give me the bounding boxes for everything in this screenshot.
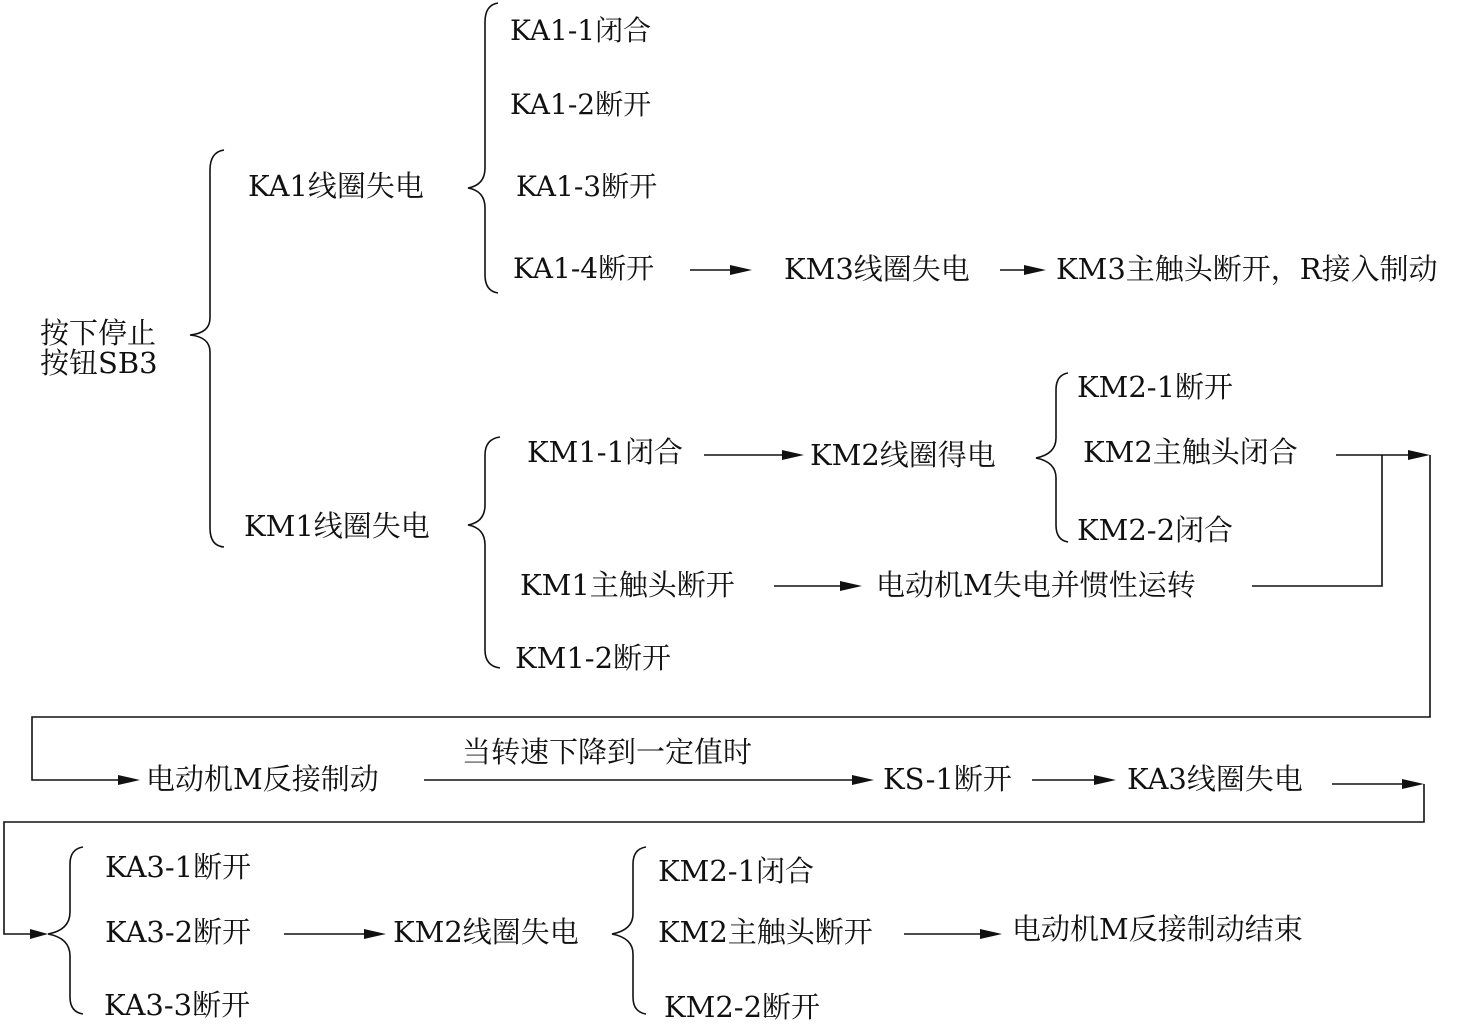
arrowhead-brake-to-ks1 bbox=[852, 775, 874, 785]
brace-km1 bbox=[468, 437, 500, 668]
arrowhead-ka3-out bbox=[1402, 779, 1424, 789]
node-km3-main-open: KM3主触头断开，R接入制动 bbox=[1056, 252, 1438, 286]
node-km1-main-open: KM1主触头断开 bbox=[520, 568, 735, 602]
arrowhead-to-ka3-brace bbox=[30, 929, 48, 939]
node-km2-coil-on: KM2线圈得电 bbox=[810, 438, 996, 472]
node-ka3-1: KA3-1断开 bbox=[105, 850, 252, 884]
node-km2-coil-off: KM2线圈失电 bbox=[393, 915, 579, 949]
line-wrap-1 bbox=[32, 455, 1430, 780]
node-km2-1-close: KM2-1闭合 bbox=[658, 854, 815, 888]
arrowhead-ka1-4-to-km3 bbox=[730, 265, 752, 275]
arrowhead-merge bbox=[1408, 450, 1430, 460]
arrowhead-to-reverse-brake bbox=[118, 775, 140, 785]
node-ka1-coil-off: KA1线圈失电 bbox=[248, 169, 424, 203]
node-km1-2: KM1-2断开 bbox=[515, 641, 672, 675]
node-km2-main-open: KM2主触头断开 bbox=[658, 915, 873, 949]
node-km3-coil-off: KM3线圈失电 bbox=[784, 252, 970, 286]
arrowhead-km1-main-to-motor bbox=[840, 581, 862, 591]
node-start: 按下停止 按钮SB3 bbox=[40, 316, 158, 381]
node-km2-2-close: KM2-2闭合 bbox=[1077, 513, 1234, 547]
node-km2-1-open: KM2-1断开 bbox=[1077, 370, 1234, 404]
line-motor-inertia-out bbox=[1252, 455, 1382, 586]
brace-start bbox=[190, 150, 224, 547]
node-brake-end: 电动机M反接制动结束 bbox=[1012, 912, 1303, 946]
node-speed-condition: 当转速下降到一定值时 bbox=[462, 735, 753, 769]
node-ka1-4: KA1-4断开 bbox=[513, 252, 655, 285]
node-ka1-1: KA1-1闭合 bbox=[510, 14, 652, 47]
node-ks1-open: KS-1断开 bbox=[883, 762, 1012, 796]
node-km2-main-close: KM2主触头闭合 bbox=[1083, 435, 1298, 469]
arrowhead-km1-1-to-km2 bbox=[782, 450, 804, 460]
node-ka1-2: KA1-2断开 bbox=[510, 88, 652, 121]
brace-km2-on bbox=[1036, 373, 1068, 542]
node-motor-reverse-brake: 电动机M反接制动 bbox=[146, 762, 379, 796]
brace-ka1 bbox=[468, 3, 498, 293]
node-ka3-coil-off: KA3线圈失电 bbox=[1127, 762, 1303, 796]
arrowhead-km2-main-to-end bbox=[980, 929, 1002, 939]
node-km1-coil-off: KM1线圈失电 bbox=[244, 509, 430, 543]
node-km1-1: KM1-1闭合 bbox=[527, 435, 684, 469]
node-ka3-2: KA3-2断开 bbox=[105, 915, 252, 949]
brace-km2-off bbox=[612, 847, 646, 1014]
arrowhead-km3-to-main bbox=[1024, 265, 1046, 275]
node-motor-inertia: 电动机M失电并惯性运转 bbox=[876, 568, 1196, 602]
arrowhead-ka3-2-to-km2 bbox=[364, 929, 386, 939]
arrowhead-ks1-to-ka3 bbox=[1094, 775, 1116, 785]
node-ka3-3: KA3-3断开 bbox=[104, 988, 251, 1022]
brace-ka3 bbox=[48, 847, 83, 1014]
node-km2-2-open: KM2-2断开 bbox=[664, 990, 821, 1024]
node-ka1-3: KA1-3断开 bbox=[516, 170, 658, 203]
